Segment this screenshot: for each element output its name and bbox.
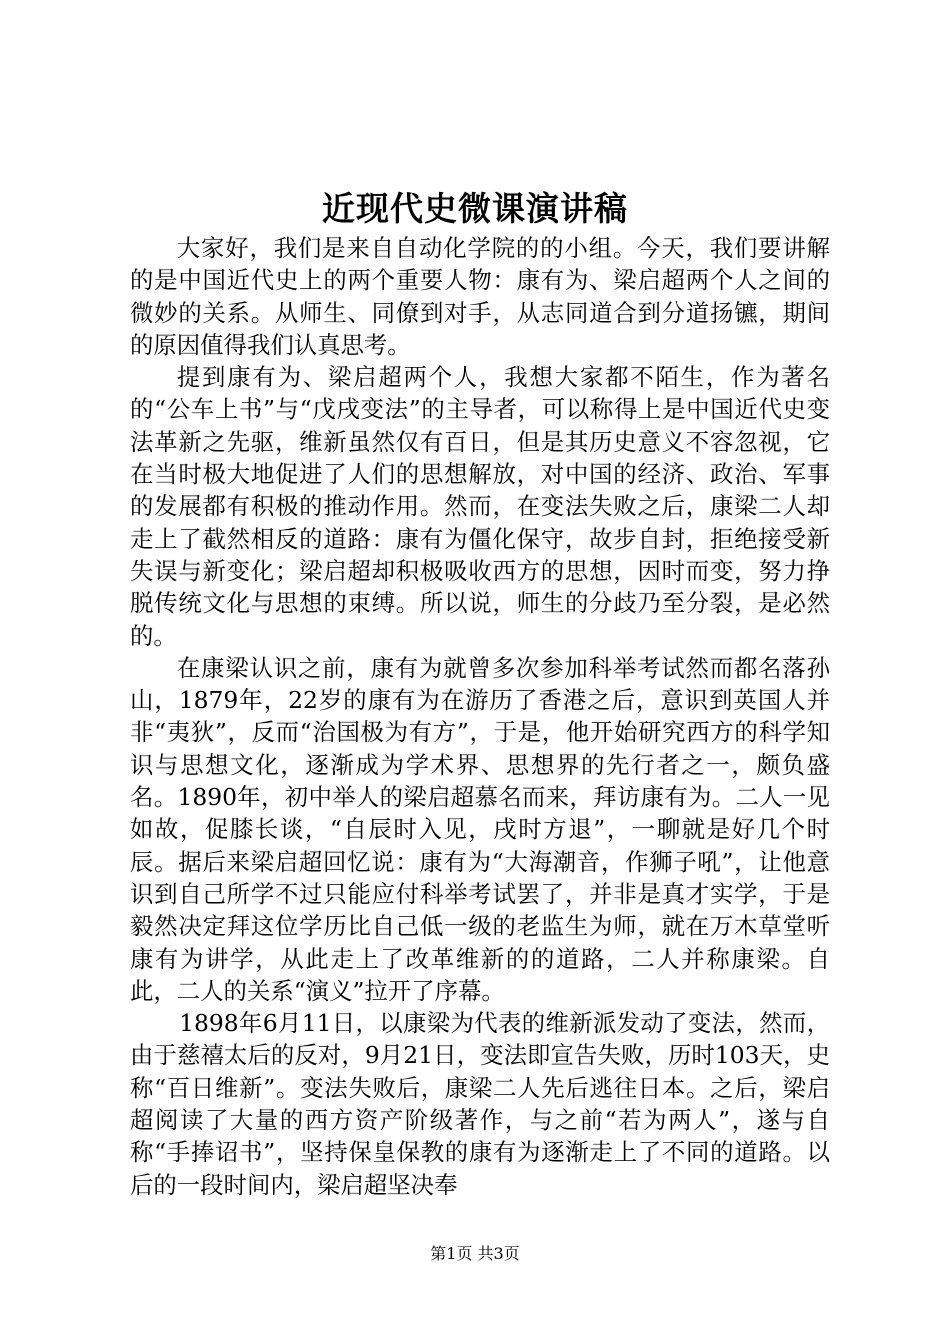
document-body <box>130 232 830 1201</box>
paragraph: 在康梁认识之前，康有为就曾多次参加科举考试然而都名落孙山，1879年，22岁的康有为在游历了香港之后，意识到英国人并非“夷狄”，反而“治国极为有方”，于是，他开始研究西方的科学知识与思想文化，逐渐成为学术界、思想界的先行者之一，颇负盛名。1890年，初中举人的梁启超慕名而来，拜访康有为。二人一见如故，促膝长谈，“自辰时入见，戌时方退”，一聊就是好几个时辰。据后来梁启超回忆说：康有为“大海潮音，作狮子吼”，让他意识到自己所学不过只能应付科举考试罢了，并非是真才实学，于是毅然决定拜这位学历比自己低一级的老监生为师，就在万木草堂听康有为讲学，从此走上了改革维新的的道路，二人并称康梁。自此，二人的关系“演义”拉开了序幕。 <box>130 653 830 1005</box>
document-title: 近现代史微课演讲稿 <box>322 189 628 228</box>
paragraph: 提到康有为、梁启超两个人，我想大家都不陌生，作为著名的“公车上书”与“戊戌变法”的主导者，可以称得上是中国近代史变法革新之先驱，维新虽然仅有百日，但是其历史意义不容忽视，它在当时极大地促进了人们的思想解放，对中国的经济、政治、军事的发展都有积极的推动作用。然而，在变法失败之后，康梁二人却走上了截然相反的道路：康有为僵化保守，故步自封，拒绝接受新失误与新变化；梁启超却积极吸收西方的思想，因时而变，努力挣脱传统文化与思想的束缚。所以说，师生的分歧乃至分裂，是必然的。 <box>130 363 830 650</box>
paragraph: 大家好，我们是来自自动化学院的的小组。今天，我们要讲解的是中国近代史上的两个重要人物：康有为、梁启超两个人之间的微妙的关系。从师生、同僚到对手，从志同道合到分道扬镳，期间的原因值得我们认真思考。 <box>130 234 830 359</box>
page-footer: 第1页 共3页 <box>430 1244 520 1263</box>
paragraph: 1898年6月11日，以康梁为代表的维新派发动了变法，然而，由于慈禧太后的反对，9月21日，变法即宣告失败，历时103天，史称“百日维新”。变法失败后，康梁二人先后逃往日本。之后，梁启超阅读了大量的西方资产阶级著作，与之前“若为两人”，遂与自称“手捧诏书”，坚持保皇保教的康有为逐渐走上了不同的道路。以后的一段时间内，梁启超坚决奉 <box>130 1009 830 1199</box>
